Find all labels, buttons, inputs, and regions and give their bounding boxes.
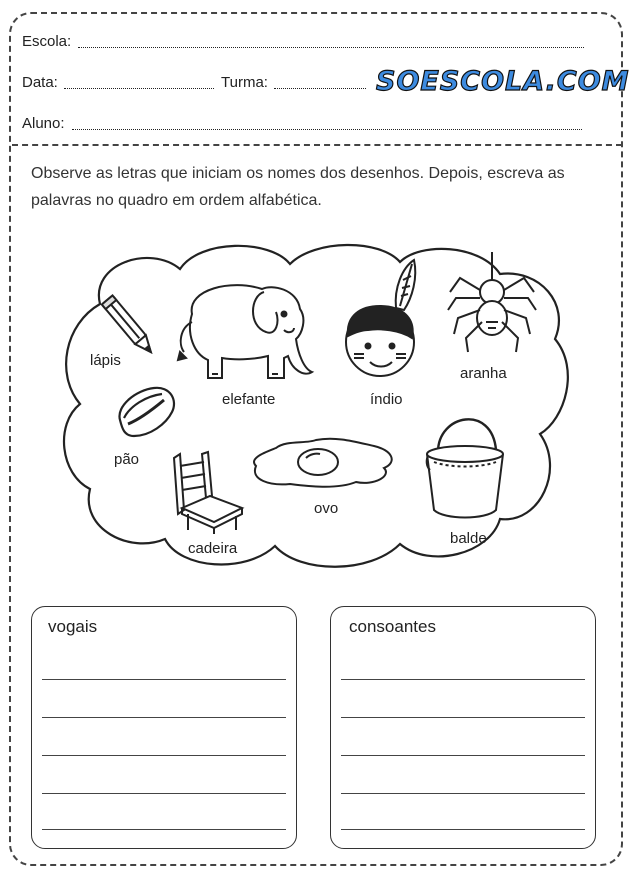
vogais-writing-line[interactable] (42, 793, 286, 794)
consoantes-writing-line[interactable] (341, 717, 585, 718)
label-pao: pão (114, 451, 140, 468)
consoantes-title: consoantes (349, 617, 436, 636)
consoantes-writing-line[interactable] (341, 755, 585, 756)
label-ovo: ovo (314, 500, 339, 517)
vogais-box (31, 606, 297, 849)
vogais-writing-line[interactable] (42, 679, 286, 680)
chair-icon (170, 450, 250, 534)
site-logo: SOESCOLA.COM (376, 66, 630, 97)
vogais-title: vogais (48, 617, 98, 636)
vogais-writing-line[interactable] (42, 717, 286, 718)
vogais-writing-line[interactable] (42, 755, 286, 756)
label-balde: balde (450, 530, 487, 547)
label-aranha: aranha (460, 365, 507, 382)
consoantes-writing-line[interactable] (341, 679, 585, 680)
instructions-text: Observe as letras que iniciam os nomes dos desenhos. Depois, escreva as palavras no quadro em ordem alfabética. (31, 165, 565, 209)
data-label: Data: (22, 74, 58, 91)
aluno-label: Aluno: (22, 115, 65, 132)
elephant-icon (172, 274, 324, 386)
vogais-writing-line[interactable] (42, 829, 286, 830)
escola-line[interactable] (78, 47, 584, 48)
label-cadeira: cadeira (188, 540, 238, 557)
indian-boy-icon (340, 258, 424, 384)
turma-line[interactable] (274, 88, 366, 89)
label-lapis: lápis (90, 352, 121, 369)
consoantes-writing-line[interactable] (341, 829, 585, 830)
data-line[interactable] (64, 88, 214, 89)
bread-icon (114, 384, 178, 442)
turma-label: Turma: (221, 74, 268, 91)
label-elefante: elefante (222, 391, 276, 408)
header-divider (12, 144, 622, 146)
escola-label: Escola: (22, 33, 72, 50)
label-indio: índio (370, 391, 403, 408)
spider-icon (446, 252, 538, 356)
egg-icon (246, 436, 396, 492)
bucket-icon (420, 404, 510, 522)
aluno-line[interactable] (72, 129, 582, 130)
consoantes-writing-line[interactable] (341, 793, 585, 794)
consoantes-box (330, 606, 596, 849)
